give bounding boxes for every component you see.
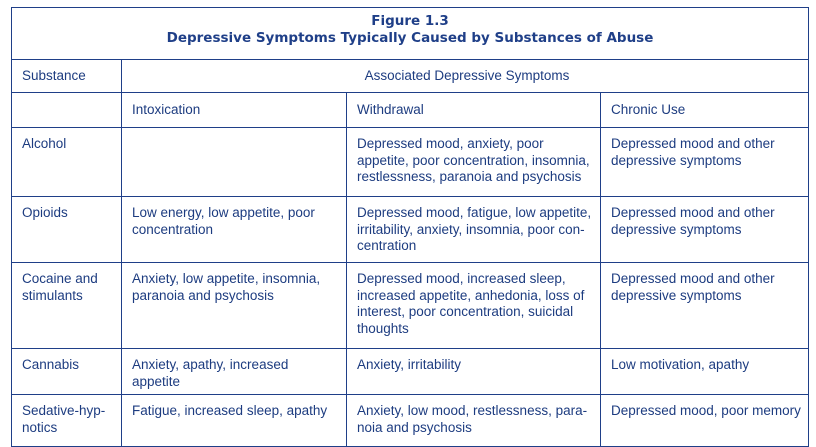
substance-cell: Sedative-hyp-notics [12, 395, 122, 447]
table-row [12, 263, 809, 349]
title-row [12, 8, 809, 60]
chronic-use-cell: Depressed mood and other depressive symptoms [601, 128, 809, 197]
figure-title: Depressive Symptoms Typically Caused by Substances of Abuse [166, 30, 654, 46]
intoxication-header: Intoxication [122, 93, 347, 128]
associated-symptoms-header: Associated Depressive Symptoms [122, 60, 809, 93]
withdrawal-cell: Anxiety, irritability [347, 349, 601, 395]
intoxication-cell: Fatigue, increased sleep, apathy [122, 395, 347, 447]
withdrawal-cell: Anxiety, low mood, restlessness, para-noia and psychosis [347, 395, 601, 447]
figure-caption [12, 8, 809, 60]
table-row [12, 349, 809, 395]
withdrawal-cell: Depressed mood, fatigue, low appetite, irritability, anxiety, insomnia, poor con-centration [347, 197, 601, 263]
empty-header-cell [12, 93, 122, 128]
substance-cell: Alcohol [12, 128, 122, 197]
table-row [12, 128, 809, 197]
chronic-use-cell: Depressed mood, poor memory [601, 395, 809, 447]
withdrawal-cell: Depressed mood, increased sleep, increased appetite, anhedonia, loss of interest, poor concentration, suicidal thoughts [347, 263, 601, 349]
header-row [12, 60, 809, 93]
substance-cell: Opioids [12, 197, 122, 263]
table-row [12, 197, 809, 263]
chronic-use-cell: Low motivation, apathy [601, 349, 809, 395]
figure-number: Figure 1.3 [371, 13, 449, 29]
symptoms-table [11, 7, 809, 447]
chronic-use-cell: Depressed mood and other depressive symptoms [601, 263, 809, 349]
intoxication-cell: Anxiety, low appetite, insomnia, paranoia and psychosis [122, 263, 347, 349]
chronic-use-cell: Depressed mood and other depressive symptoms [601, 197, 809, 263]
intoxication-cell: Low energy, low appetite, poor concentration [122, 197, 347, 263]
column-header-row [12, 93, 809, 128]
substance-header: Substance [12, 60, 122, 93]
substance-cell: Cannabis [12, 349, 122, 395]
intoxication-cell: Anxiety, apathy, increased appetite [122, 349, 347, 395]
withdrawal-header: Withdrawal [347, 93, 601, 128]
chronic-use-header: Chronic Use [601, 93, 809, 128]
intoxication-cell [122, 128, 347, 197]
table-row [12, 395, 809, 447]
substance-cell: Cocaine and stimulants [12, 263, 122, 349]
withdrawal-cell: Depressed mood, anxiety, poor appetite, poor concentration, insomnia, restlessness, paranoia and psychosis [347, 128, 601, 197]
